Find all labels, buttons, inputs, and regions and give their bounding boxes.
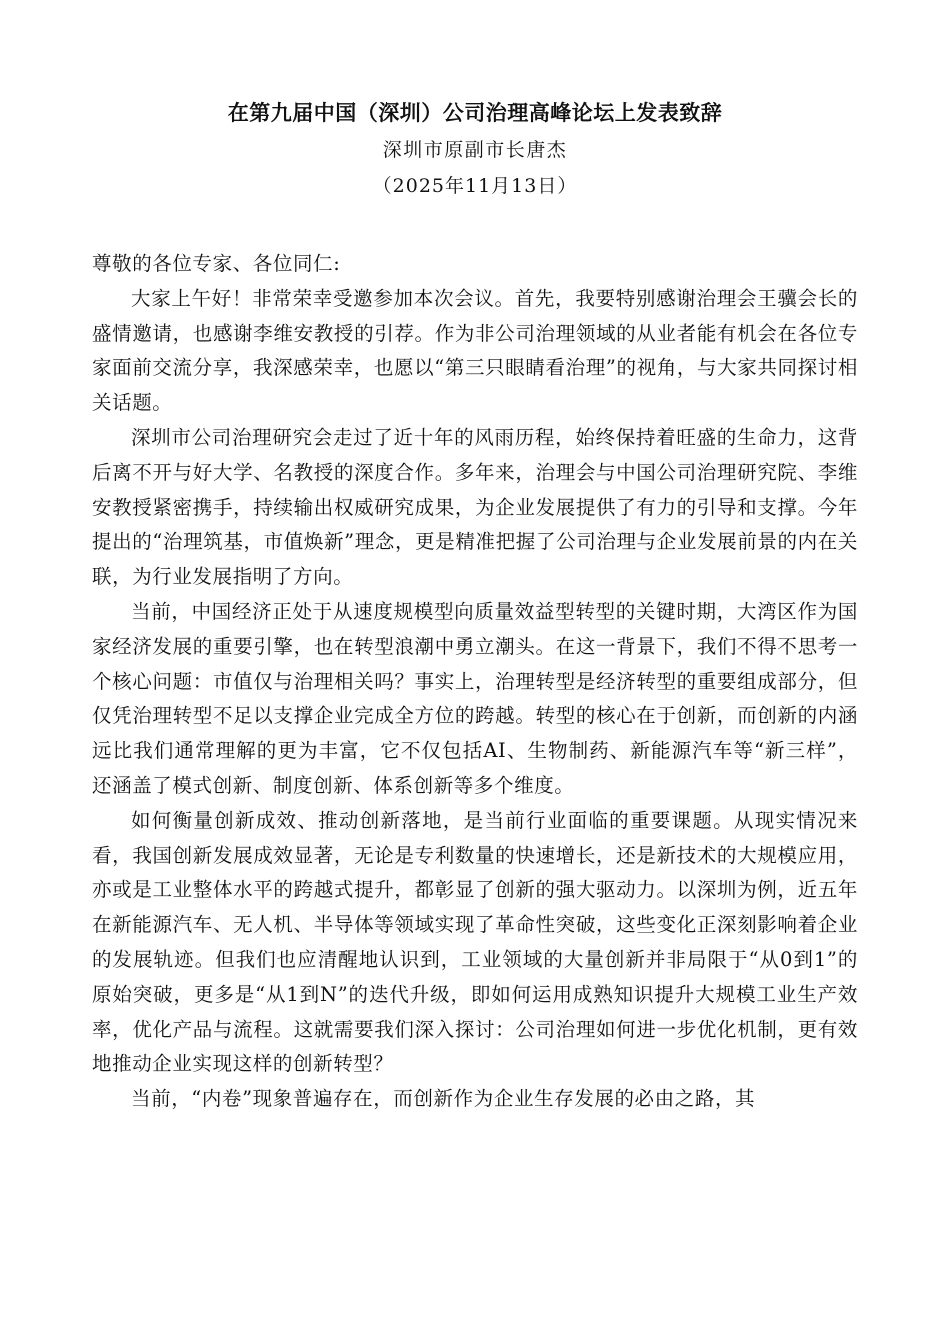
paragraph-1: 大家上午好！非常荣幸受邀参加本次会议。首先，我要特别感谢治理会王骥会长的盛情邀请，也感谢李维安教授的引荐。作为非公司治理领域的从业者能有机会在各位专家面前交流分享，我深感荣幸，也愿以“第三只眼睛看治理”的视角，与大家共同探讨相关话题。	[92, 286, 858, 415]
paragraph-4: 如何衡量创新成效、推动创新落地，是当前行业面临的重要课题。从现实情况来看，我国创新发展成效显著，无论是专利数量的快速增长，还是新技术的大规模应用，亦或是工业整体水平的跨越式提升，都彰显了创新的强大驱动力。以深圳为例，近五年在新能源汽车、无人机、半导体等领域实现了革命性突破，这些变化正深刻影响着企业的发展轨迹。但我们也应清醒地认识到，工业领域的大量创新并非局限于“从0到1”的原始突破，更多是“从1到N”的迭代升级，即如何运用成熟知识提升大规模工业生产效率，优化产品与流程。这就需要我们深入探讨：公司治理如何进一步优化机制，更有效地推动企业实现这样的创新转型？	[92, 808, 858, 1076]
paragraph-5: 当前，“内卷”现象普遍存在，而创新作为企业生存发展的必由之路，其	[131, 1087, 756, 1111]
salutation: 尊敬的各位专家、各位同仁:	[92, 252, 341, 275]
paragraph-2: 深圳市公司治理研究会走过了近十年的风雨历程，始终保持着旺盛的生命力，这背后离不开与好大学、名教授的深度合作。多年来，治理会与中国公司治理研究院、李维安教授紧密携手，持续输出权威研究成果，为企业发展提供了有力的引导和支撑。今年提出的“治理筑基，市值焕新”理念，更是精准把握了公司治理与企业发展前景的内在关联，为行业发展指明了方向。	[92, 425, 858, 589]
document-body	[92, 247, 858, 1117]
document-title: 在第九届中国（深圳）公司治理高峰论坛上发表致辞	[227, 100, 723, 125]
document-author: 深圳市原副市长唐杰	[382, 139, 568, 161]
paragraph-3: 当前，中国经济正处于从速度规模型向质量效益型转型的关键时期，大湾区作为国家经济发展的重要引擎，也在转型浪潮中勇立潮头。在这一背景下，我们不得不思考一个核心问题：市值仅与治理相关吗？事实上，治理转型是经济转型的重要组成部分，但仅凭治理转型不足以支撑企业完成全方位的跨越。转型的核心在于创新，而创新的内涵远比我们通常理解的更为丰富，它不仅包括AI、生物制药、新能源汽车等“新三样”，还涵盖了模式创新、制度创新、体系创新等多个维度。	[92, 599, 858, 797]
document-date: （2025年11月13日）	[372, 175, 578, 197]
